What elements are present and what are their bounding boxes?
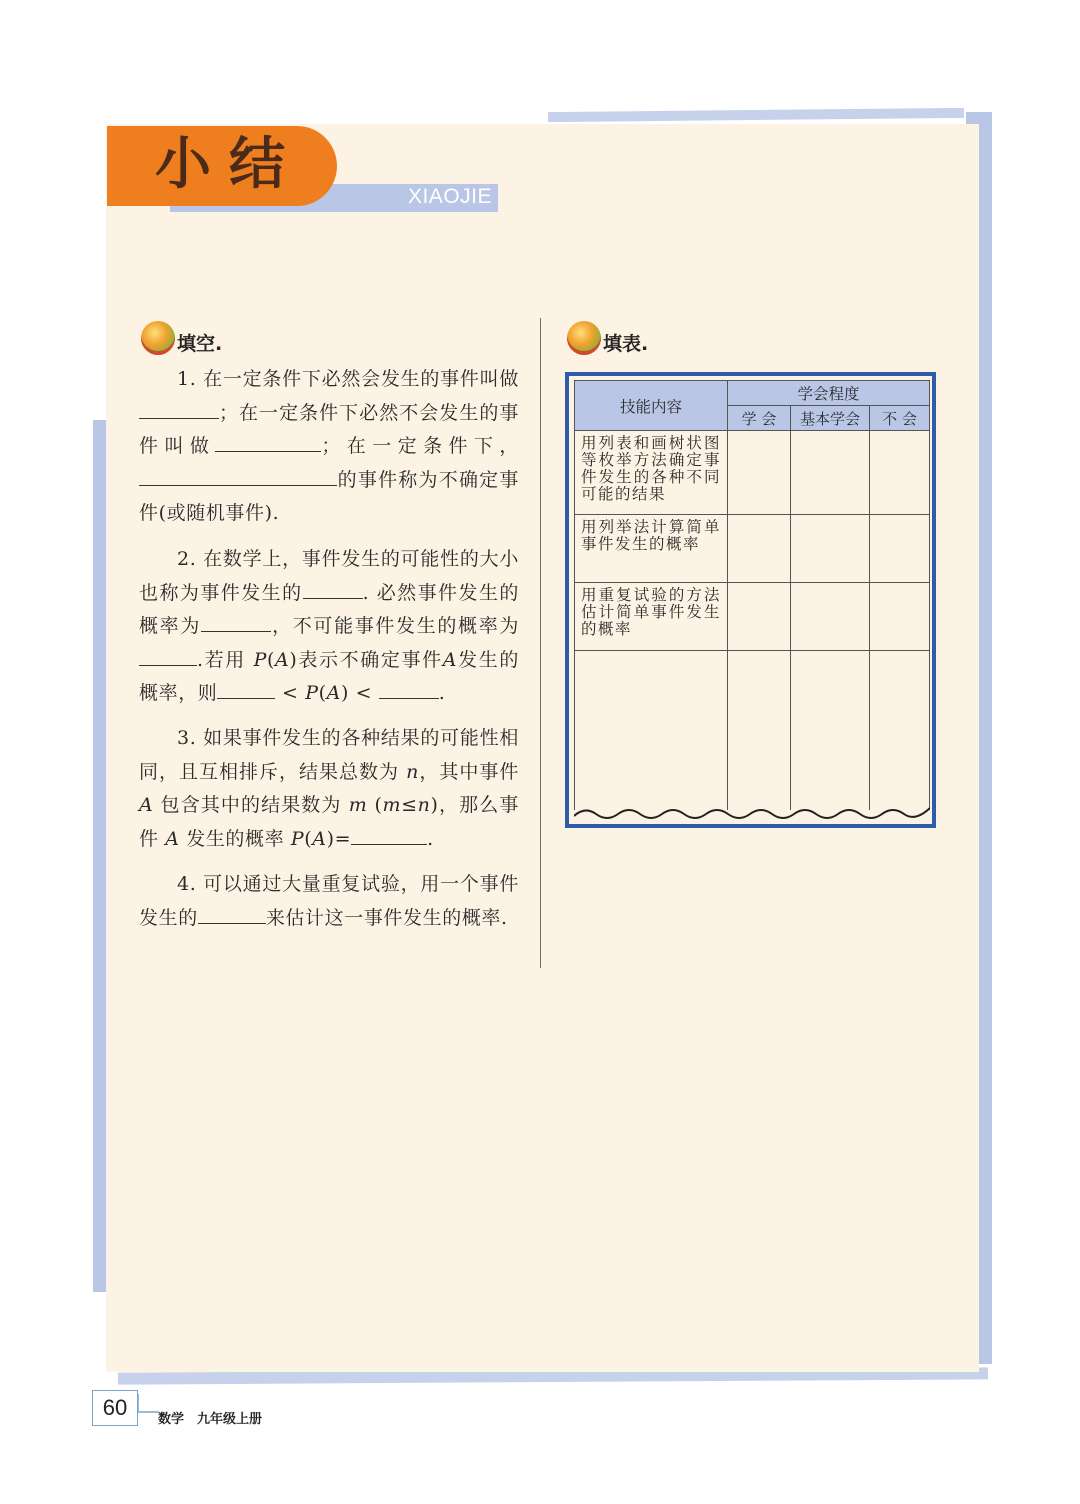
answer-blank[interactable] bbox=[303, 577, 363, 599]
fill-table-label: 填表. bbox=[603, 333, 649, 355]
question-4: 4. 可以通过大量重复试验，用一个事件发生的 来估计这一事件发生的概率. bbox=[139, 873, 519, 929]
torn-edge-wave bbox=[574, 796, 930, 824]
empty-skill-cell[interactable] bbox=[575, 651, 728, 811]
answer-blank[interactable] bbox=[139, 397, 219, 419]
col-header-skill: 技能内容 bbox=[575, 381, 728, 431]
checkbox-cell[interactable] bbox=[791, 583, 870, 651]
question-2: 2. 在数学上，事件发生的可能性的大小也称为事件发生的 . 必然事件发生的概率为 ，不可能事件发生的概率为.若用 P(A)表示不确定事件A发生的概率，则 < P(A) < . bbox=[139, 548, 519, 704]
skills-table bbox=[574, 380, 930, 811]
checkbox-cell[interactable] bbox=[728, 515, 791, 583]
page-title: 小结 bbox=[155, 132, 303, 197]
book-title: 数学 九年级上册 bbox=[158, 1412, 263, 1427]
answer-blank[interactable] bbox=[201, 610, 271, 632]
checkbox-cell[interactable] bbox=[870, 651, 930, 811]
title-pinyin: XIAOJIE bbox=[407, 185, 492, 208]
table-row bbox=[575, 583, 930, 651]
question-3: 3. 如果事件发生的各种结果的可能性相同，且互相排斥，结果总数为 n，其中事件 A 包含其中的结果数为 m (m≤n)，那么事件 A 发生的概率 P(A)= . bbox=[139, 727, 519, 850]
answer-blank[interactable] bbox=[215, 430, 321, 452]
col-header-not-learned: 不 会 bbox=[870, 406, 930, 431]
left-decor-band bbox=[93, 420, 107, 1292]
fill-blank-label: 填空. bbox=[177, 333, 223, 355]
table-row bbox=[575, 651, 930, 811]
col-header-mostly-learned: 基本学会 bbox=[791, 406, 870, 431]
checkbox-cell[interactable] bbox=[728, 431, 791, 515]
checkbox-cell[interactable] bbox=[791, 431, 870, 515]
title-tab bbox=[107, 126, 337, 206]
col-header-learned: 学 会 bbox=[728, 406, 791, 431]
checkbox-cell[interactable] bbox=[728, 651, 791, 811]
checkbox-cell[interactable] bbox=[870, 583, 930, 651]
section-bullet-icon bbox=[567, 321, 601, 355]
checkbox-cell[interactable] bbox=[791, 651, 870, 811]
answer-blank[interactable] bbox=[139, 464, 337, 486]
page-number: 60 bbox=[92, 1390, 138, 1426]
checkbox-cell[interactable] bbox=[728, 583, 791, 651]
answer-blank[interactable] bbox=[198, 902, 266, 924]
checkbox-cell[interactable] bbox=[791, 515, 870, 583]
skill-cell: 用列表和画树状图等枚举方法确定事件发生的各种不同可能的结果 bbox=[575, 431, 728, 515]
answer-blank[interactable] bbox=[139, 644, 197, 666]
checkbox-cell[interactable] bbox=[870, 431, 930, 515]
table-row bbox=[575, 515, 930, 583]
answer-blank[interactable] bbox=[217, 677, 275, 699]
question-1: 1. 在一定条件下必然会发生的事件叫做；在一定条件下必然不会发生的事件叫做 ；在一定条件下，的事件称为不确定事件(或随机事件). bbox=[139, 368, 519, 524]
section-bullet-icon bbox=[141, 321, 175, 355]
skill-cell: 用重复试验的方法估计简单事件发生的概率 bbox=[575, 583, 728, 651]
skill-cell: 用列举法计算简单事件发生的概率 bbox=[575, 515, 728, 583]
answer-blank[interactable] bbox=[379, 677, 439, 699]
col-header-degree: 学会程度 bbox=[728, 381, 930, 406]
top-decor-band bbox=[548, 108, 964, 122]
checkbox-cell[interactable] bbox=[870, 515, 930, 583]
table-row bbox=[575, 431, 930, 515]
column-divider bbox=[540, 318, 541, 968]
answer-blank[interactable] bbox=[351, 823, 427, 845]
